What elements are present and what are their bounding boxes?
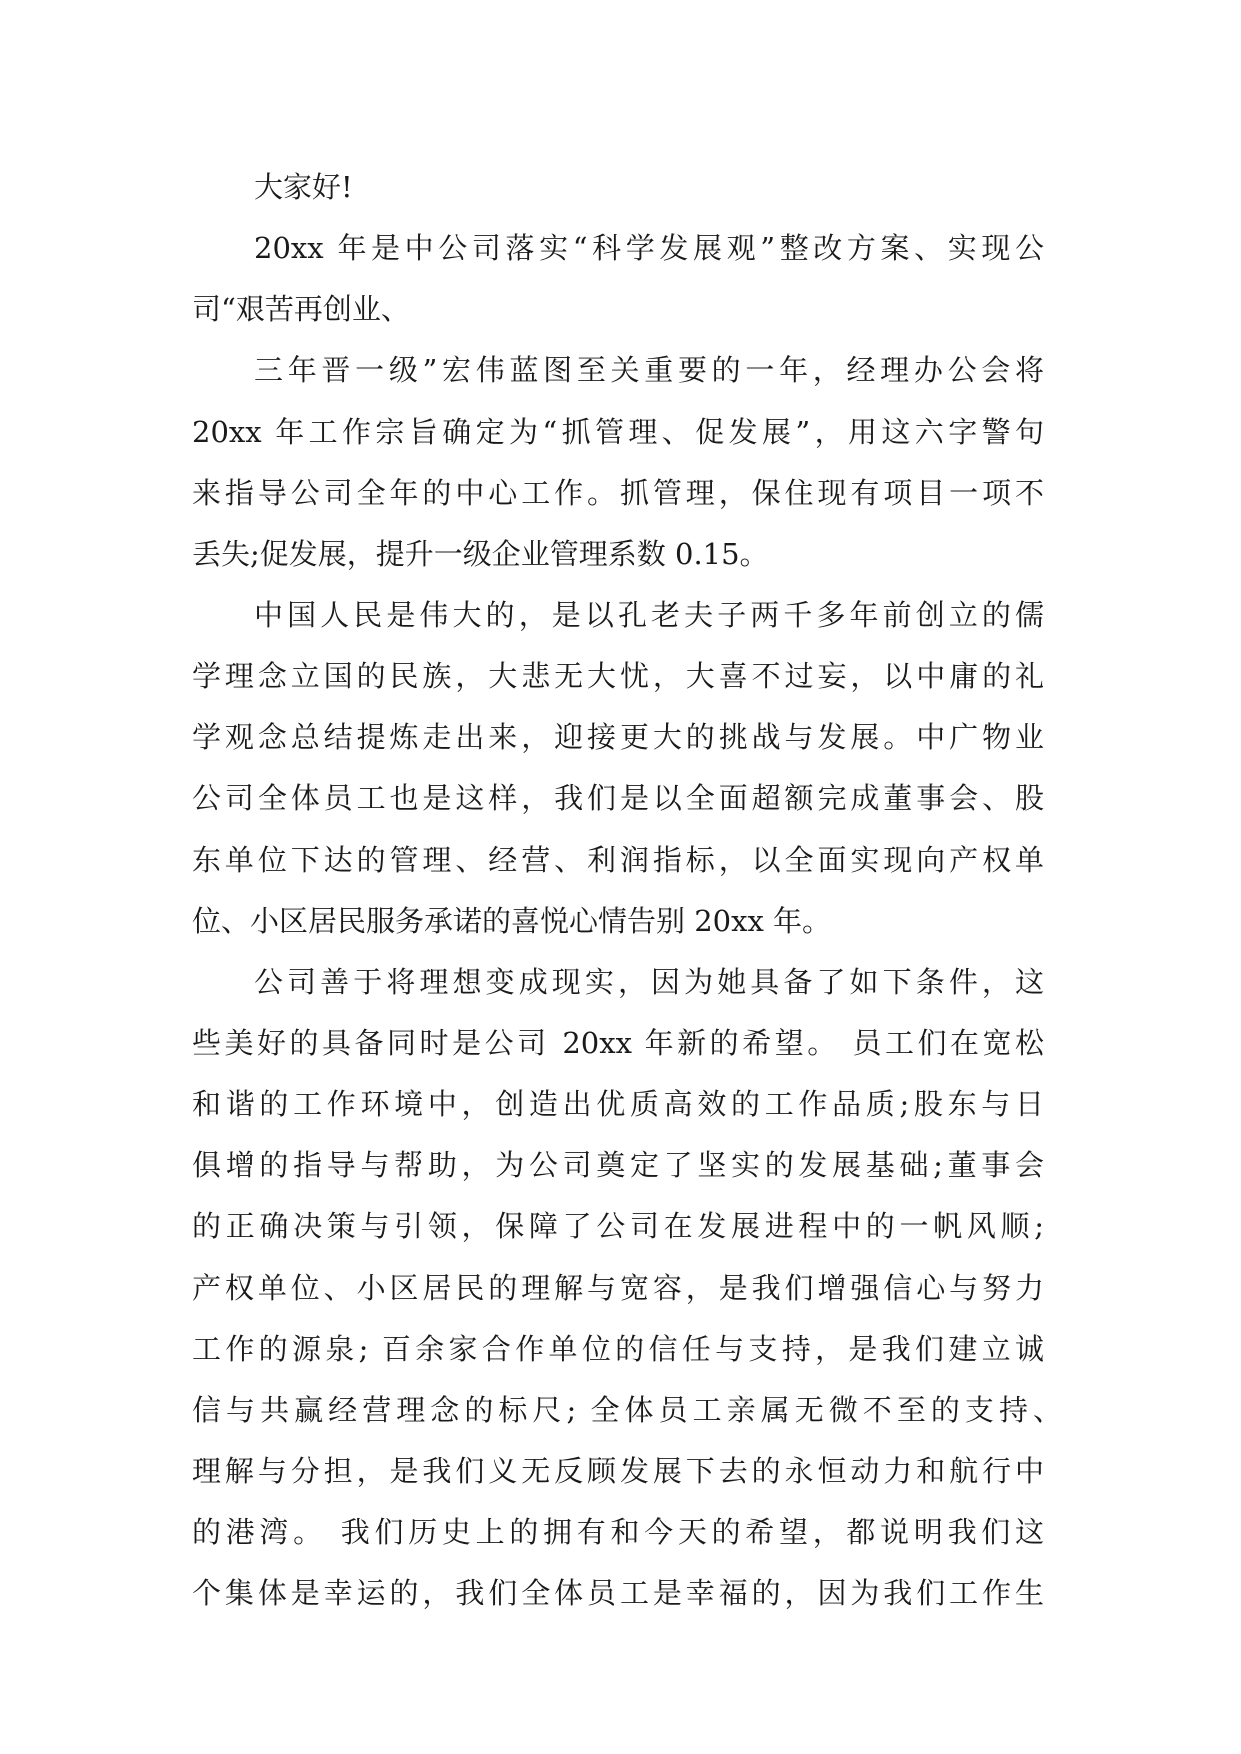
- paragraph-3-line-4: 公司全体员工也是这样，我们是以全面超额完成董事会、股: [192, 781, 1044, 816]
- paragraph-4-line-8: 信与共赢经营理念的标尺; 全体员工亲属无微不至的支持、: [192, 1392, 1062, 1427]
- paragraph-4-line-6: 产权单位、小区居民的理解与宽容，是我们增强信心与努力: [192, 1270, 1044, 1305]
- paragraph-4-line-3: 和谐的工作环境中，创造出优质高效的工作品质;股东与日: [192, 1087, 1044, 1122]
- paragraph-3-line-2: 学理念立国的民族，大悲无大忧，大喜不过妄，以中庸的礼: [192, 659, 1044, 694]
- paragraph-4-line-10: 的港湾。 我们历史上的拥有和今天的希望，都说明我们这: [192, 1515, 1044, 1550]
- paragraph-4-line-1: 公司善于将理想变成现实，因为她具备了如下条件，这: [254, 964, 1044, 999]
- paragraph-4-line-4: 俱增的指导与帮助，为公司奠定了坚实的发展基础;董事会: [192, 1148, 1044, 1183]
- paragraph-2-line-2: 20xx 年工作宗旨确定为“抓管理、促发展”，用这六字警句: [192, 414, 1044, 449]
- paragraph-3-line-5: 东单位下达的管理、经营、利润指标，以全面实现向产权单: [192, 842, 1044, 877]
- paragraph-4-line-5: 的正确决策与引领，保障了公司在发展进程中的一帆风顺;: [192, 1209, 1044, 1244]
- paragraph-2-line-4: 丢失;促发展，提升一级企业管理系数 0.15。: [192, 536, 769, 571]
- greeting-line: 大家好!: [254, 170, 353, 204]
- paragraph-3-line-3: 学观念总结提炼走出来，迎接更大的挑战与发展。中广物业: [192, 720, 1044, 755]
- paragraph-4-line-7: 工作的源泉; 百余家合作单位的信任与支持，是我们建立诚: [192, 1331, 1044, 1366]
- paragraph-1-line-1: 20xx 年是中公司落实“科学发展观”整改方案、实现公: [254, 231, 1044, 266]
- document-body: [192, 157, 1062, 1624]
- paragraph-3-line-6: 位、小区居民服务承诺的喜悦心情告别 20xx 年。: [192, 903, 832, 938]
- paragraph-4-line-9: 理解与分担，是我们义无反顾发展下去的永恒动力和航行中: [192, 1453, 1044, 1488]
- paragraph-1-line-2: 司“艰苦再创业、: [192, 292, 410, 327]
- paragraph-4-line-2: 些美好的具备同时是公司 20xx 年新的希望。 员工们在宽松: [192, 1025, 1044, 1060]
- paragraph-2-line-1: 三年晋一级”宏伟蓝图至关重要的一年，经理办公会将: [254, 353, 1044, 388]
- paragraph-4-line-11: 个集体是幸运的，我们全体员工是幸福的，因为我们工作生: [192, 1576, 1044, 1611]
- paragraph-2-line-3: 来指导公司全年的中心工作。抓管理，保住现有项目一项不: [192, 475, 1044, 510]
- paragraph-3-line-1: 中国人民是伟大的，是以孔老夫子两千多年前创立的儒: [254, 597, 1044, 632]
